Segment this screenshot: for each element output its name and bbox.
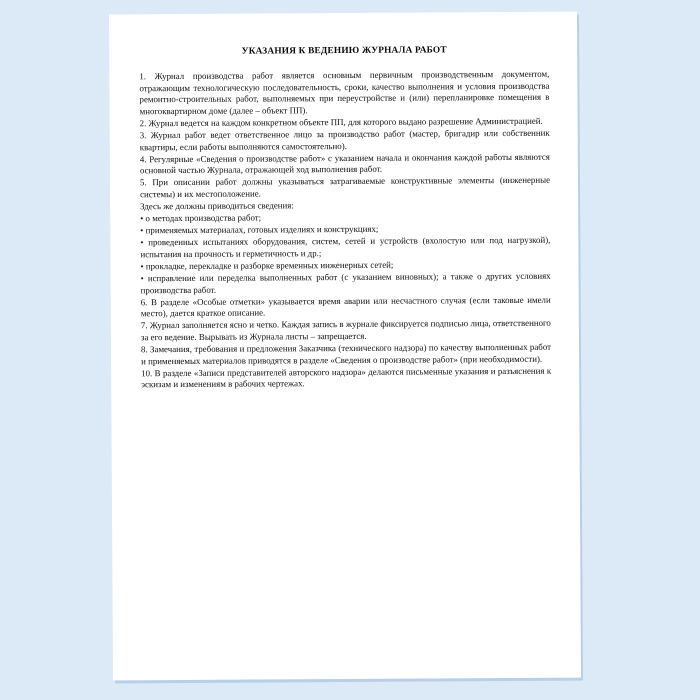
bullet-item: • исправление или переделка выполненных работ (с указанием виновных); а также о других условиях производства работ.	[140, 270, 551, 295]
paragraph: 7. Журнал заполняется ясно и четко. Каждая запись в журнале фиксируется подписью лица, ответственного за его ведение. Вырывать из Журнала листы – запрещается.	[140, 318, 551, 343]
paragraph: 3. Журнал работ ведет ответственное лицо за производство работ (мастер, бригадир или собственник квартиры, если работы выполняются самостоятельно).	[139, 127, 550, 152]
paragraph: 1. Журнал производства работ является основным первичным производственным документом, отражающим технологическую последовательность, сроки, качество выполнения и условия производства ремонтно-строительных работ, выполняемых при переустройстве и (или) перепланировке помещения в многоквартирном доме (далее – объект ПП).	[139, 68, 550, 117]
paragraph: 5. При описании работ должны указываться затрагиваемые конструктивные элементы (инженерные системы) и их местоположение.	[139, 175, 551, 200]
document-page	[109, 12, 581, 681]
bullet-item: • проведенных испытаниях оборудования, систем, сетей и устройств (вхолостую или под нагрузкой), испытания на прочность и герметичность и др.;	[140, 235, 551, 260]
bullet-item: • о методах производства работ;	[140, 212, 262, 224]
paragraph: 8. Замечания, требования и предложения Заказчика (технического надзора) по качеству выполненных работ и применяемых материалов приводятся в разделе «Сведения о производстве работ» (при необходимости).	[140, 341, 552, 366]
paragraph: Здесь же должны приводиться сведения:	[140, 200, 294, 212]
paragraph: 10. В разделе «Записи представителей авторского надзора» делаются письменные указания и разъяснения к эскизам и изменениям в рабочих чертежах.	[141, 365, 552, 390]
page-title: УКАЗАНИЯ К ВЕДЕНИЮ ЖУРНАЛА РАБОТ	[241, 45, 447, 57]
paragraph: 4. Регулярные «Сведения о производстве работ» с указанием начала и окончания каждой работы являются основной частью Журнала, отражающей ход выполнения работ.	[139, 151, 550, 176]
document-body	[139, 69, 551, 392]
bullet-item: • прокладке, перекладке и разборке временных инженерных сетей;	[140, 259, 394, 272]
paragraph: 6. В разделе «Особые отметки» указывается время аварии или несчастного случая (если таковые имели место), дается краткое описание.	[140, 294, 551, 319]
bullet-item: • применяемых материалах, готовых изделиях и конструкциях;	[140, 224, 379, 236]
paragraph: 2. Журнал ведется на каждом конкретном объекте ПП, для которого выдано разрешение Администрацией.	[139, 115, 543, 129]
